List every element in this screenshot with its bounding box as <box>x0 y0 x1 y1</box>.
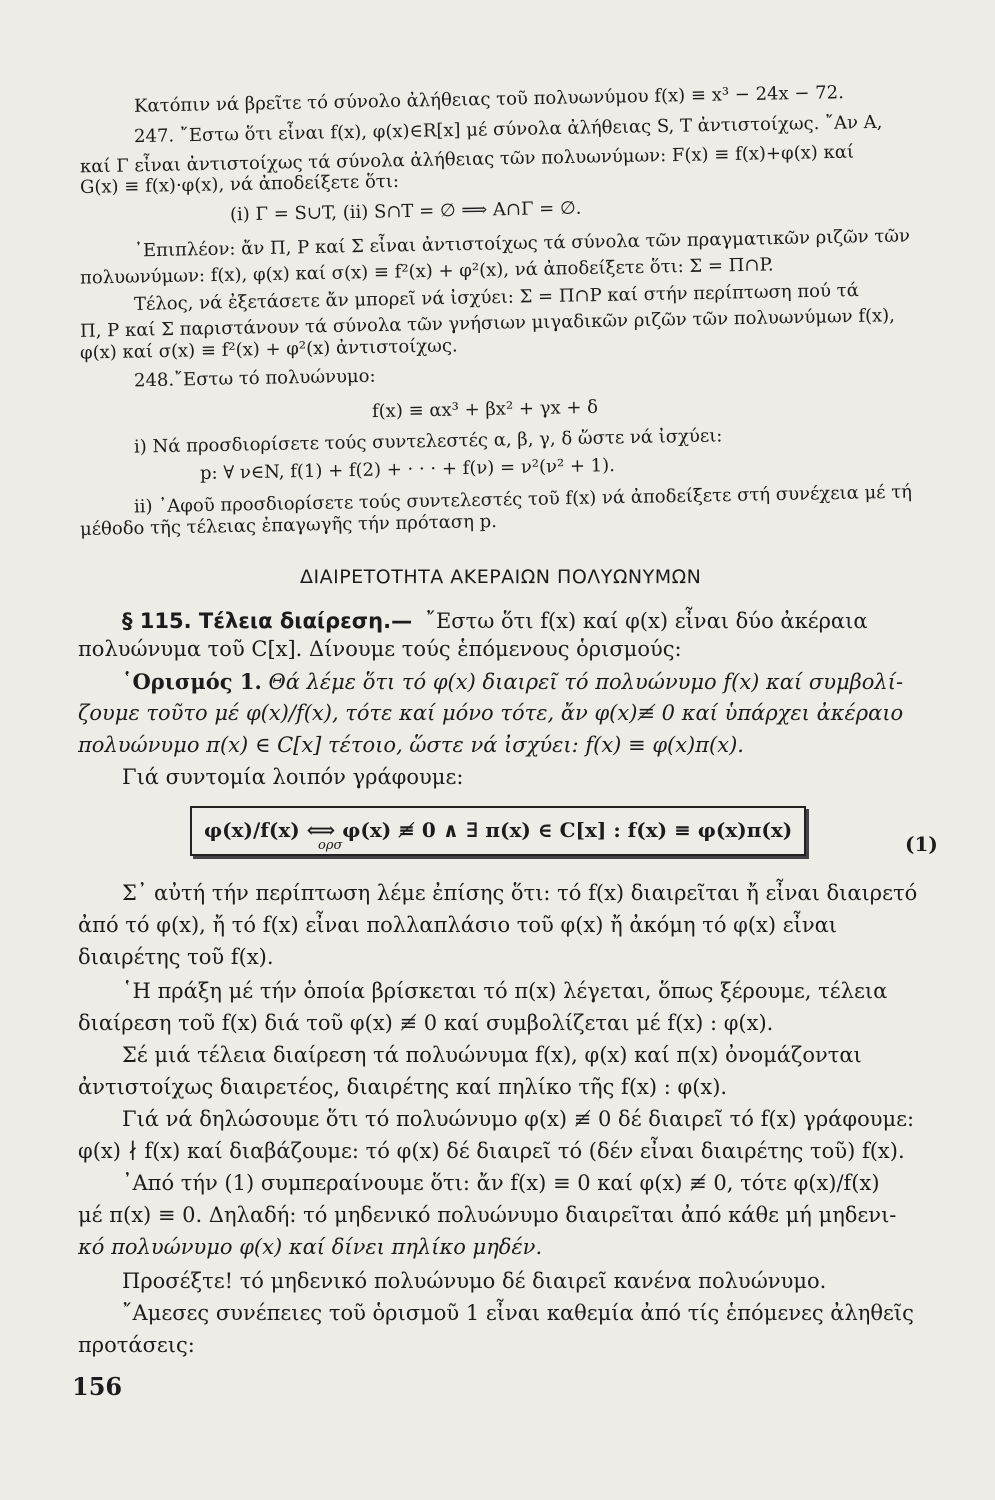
section-heading: ΔΙΑΙΡΕΤΟΤΗΤΑ ΑΚΕΡΑΙΩΝ ΠΟΛΥΩΝΥΜΩΝ <box>300 566 702 588</box>
body-line: ῎Αμεσες συνέπειες τοῦ ὁρισμοῦ 1 εἶναι καθεμία ἀπό τίς ἑπόμενες ἀληθεῖς <box>122 1301 914 1325</box>
formula-1: φ(x)/f(x) ⟺ φ(x) ≢ 0 ∧ ∃ π(x) ∈ C[x] : f(x) ≡ φ(x)π(x) <box>204 818 793 842</box>
text-line: ᾿Επιπλέον: ἄν Π, P καί Σ εἶναι ἀντιστοίχως τά σύνολα τῶν πραγματικῶν ριζῶν τῶν <box>133 225 911 262</box>
proposition-p: p: ∀ ν∈N, f(1) + f(2) + · · · + f(ν) = ν²(ν² + 1). <box>199 455 616 484</box>
text-line: φ(x) καί σ(x) ≡ f²(x) + φ²(x) ἀντιστοίχως. <box>79 335 458 364</box>
text-line: ii) ᾿Αφοῦ προσδιορίσετε τούς συντελεστές τοῦ f(x) νά ἀποδείξετε στή συνέχεια μέ τή <box>133 481 913 518</box>
body-line: Σ᾿ αὐτή τήν περίπτωση λέμε ἐπίσης ὅτι: τό f(x) διαιρεῖται ἤ εἶναι διαιρετό <box>122 881 918 905</box>
body-line: Προσέξτε! τό μηδενικό πολυώνυμο δέ διαιρεῖ κανένα πολυώνυμο. <box>122 1269 827 1293</box>
page-number: 156 <box>72 1372 123 1401</box>
section-115-line <box>122 608 868 635</box>
definition-label: ῾Ορισμός 1. <box>122 669 262 694</box>
text-line: (i) Γ = S∪T, (ii) S∩T = ∅ ⟹ A∩Γ = ∅. <box>229 197 582 226</box>
body-line: ῾Η πράξη μέ τήν ὁποία βρίσκεται τό π(x) λέγεται, ὅπως ξέρουμε, τέλεια <box>122 979 888 1003</box>
body-line: ἀπό τό φ(x), ἤ τό f(x) εἶναι πολλαπλάσιο τοῦ φ(x) ἤ ἀκόμη τό φ(x) εἶναι <box>78 913 838 937</box>
equation-number: (1) <box>905 832 938 856</box>
section-115-title: § 115. Τέλεια διαίρεση.— <box>122 609 413 633</box>
body-line: διαιρέτης τοῦ f(x). <box>78 945 274 969</box>
definition-line: ζουμε τοῦτο μέ φ(x)/f(x), τότε καί μόνο τότε, ἄν φ(x)≢ 0 καί ὑπάρχει ἀκέραιο <box>78 701 904 725</box>
exercise-247-line: 247. ῎Εστω ὅτι εἶναι f(x), φ(x)∈R[x] μέ σύνολα ἀλήθειας S, T ἀντιστοίχως. ῎Αν A, <box>133 111 883 148</box>
body-line: διαίρεση τοῦ f(x) διά τοῦ φ(x) ≢ 0 καί συμβολίζεται μέ f(x) : φ(x). <box>78 1011 774 1035</box>
definition-line: πολυώνυμο π(x) ∈ C[x] τέτοιο, ὥστε νά ἰσχύει: f(x) ≡ φ(x)π(x). <box>78 733 744 757</box>
text-line: Γιά συντομία λοιπόν γράφουμε: <box>122 765 464 789</box>
definition-text: Θά λέμε ὅτι τό φ(x) διαιρεῖ τό πολυώνυμο f(x) καί συμβολί- <box>268 670 904 694</box>
body-line: προτάσεις: <box>78 1333 195 1357</box>
polynomial-formula: f(x) ≡ αx³ + βx² + γx + δ <box>371 396 599 423</box>
body-line: ἀντιστοίχως διαιρετέος, διαιρέτης καί πηλίκο τῆς f(x) : φ(x). <box>78 1075 728 1099</box>
exercise-248-line: 248.῎Εστω τό πολυώνυμο: <box>133 365 376 392</box>
body-line: φ(x) ∤ f(x) καί διαβάζουμε: τό φ(x) δέ διαιρεῖ τό (δέν εἶναι διαιρέτης τοῦ) f(x). <box>78 1139 905 1163</box>
text-line: πολυώνυμα τοῦ C[x]. Δίνουμε τούς ἑπόμενους ὁρισμούς: <box>78 637 682 661</box>
text-line: μέθοδο τῆς τέλειας ἐπαγωγῆς τήν πρόταση p. <box>79 511 498 540</box>
body-line: ᾿Από τήν (1) συμπεραίνουμε ὅτι: ἄν f(x) ≡ 0 καί φ(x) ≢ 0, τότε φ(x)/f(x) <box>122 1171 880 1195</box>
formula-box <box>190 806 806 856</box>
formula-subscript: ορσ <box>318 838 343 853</box>
text-line: πολυωνύμων: f(x), φ(x) καί σ(x) ≡ f²(x) + φ²(x), νά ἀποδείξετε ὅτι: Σ = Π∩P. <box>79 254 774 289</box>
text-line: καί Γ εἶναι ἀντιστοίχως τά σύνολα ἀλήθειας τῶν πολυωνύμων: F(x) ≡ f(x)+φ(x) καί <box>79 141 855 178</box>
body-line: κό πολυώνυμο φ(x) καί δίνει πηλίκο μηδέν. <box>78 1235 543 1259</box>
text-line: Π, P καί Σ παριστάνουν τά σύνολα τῶν γνήσιων μιγαδικῶν ριζῶν τῶν πολυωνύμων f(x), <box>79 305 896 342</box>
body-line: μέ π(x) ≡ 0. Δηλαδή: τό μηδενικό πολυώνυμο διαιρεῖται ἀπό κάθε μή μηδενι- <box>78 1203 897 1227</box>
section-115-text: ῎Εστω ὅτι f(x) καί φ(x) εἶναι δύο ἀκέραια <box>425 609 868 633</box>
definition-1-line <box>122 668 903 696</box>
text-line: Τέλος, νά ἐξετάσετε ἄν μπορεῖ νά ἰσχύει: Σ = Π∩P καί στήν περίπτωση πού τά <box>133 280 859 315</box>
text-line: Κατόπιν νά βρεῖτε τό σύνολο ἀλήθειας τοῦ πολυωνύμου f(x) ≡ x³ − 24x − 72. <box>133 82 845 117</box>
body-line: Σέ μιά τέλεια διαίρεση τά πολυώνυμα f(x), φ(x) καί π(x) ὀνομάζονται <box>122 1043 862 1067</box>
text-line: G(x) ≡ f(x)·φ(x), νά ἀποδείξετε ὅτι: <box>79 170 400 199</box>
text-line: i) Νά προσδιορίσετε τούς συντελεστές α, β, γ, δ ὥστε νά ἰσχύει: <box>133 425 723 458</box>
body-line: Γιά νά δηλώσουμε ὅτι τό πολυώνυμο φ(x) ≢ 0 δέ διαιρεῖ τό f(x) γράφουμε: <box>122 1107 915 1131</box>
